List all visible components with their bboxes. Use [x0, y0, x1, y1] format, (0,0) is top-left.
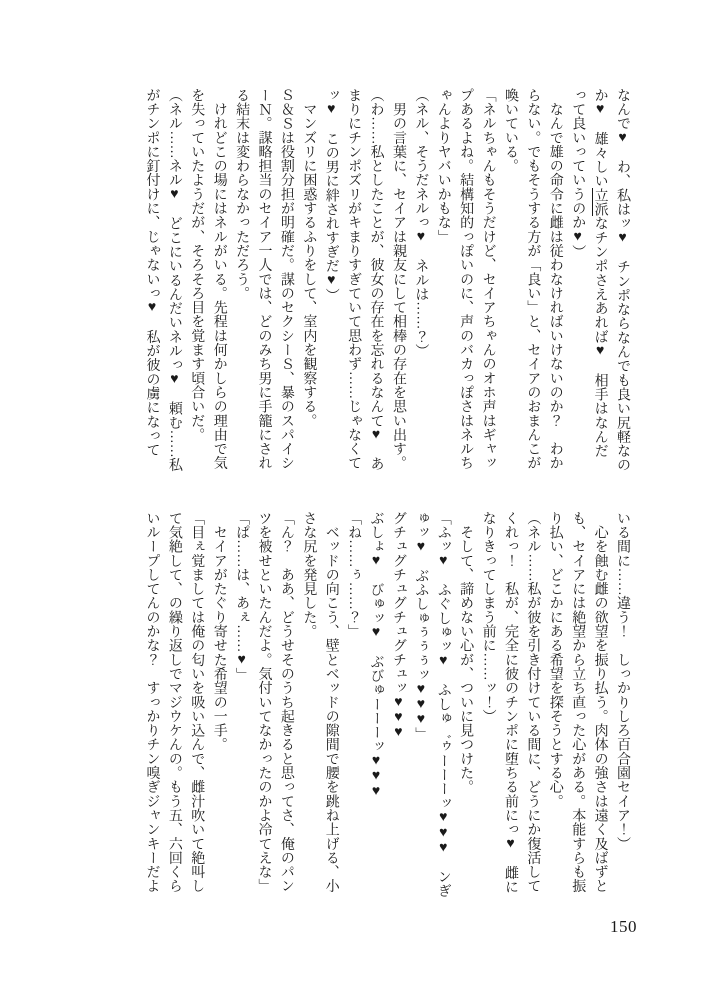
- text-column: Ｓ＆Ｓは役割分担が明確だ。謀のセクシーＳ、暴のスパイシ: [278, 88, 294, 471]
- text-column: いループしてんのかな？ すっかりチン嗅ぎジャンキーだよ: [144, 511, 160, 894]
- text-column: けれどこの場にはネルがいる。先程は何かしらの理由で気: [211, 88, 227, 471]
- text-column: を失っていたようだが、そろそろ目を覚ます頃合いだ。: [189, 88, 205, 442]
- text-column: なんで雄の命令に雌は従わなければいけないのか？ わか: [547, 88, 563, 471]
- text-column: 「目ぇ覚ましては俺の匂いを吸い込んで、雌汁吹いて絶叫し: [189, 511, 205, 894]
- text-block-top: [140, 88, 633, 488]
- text-column: る結末は変わらなかっただろう。: [234, 88, 250, 301]
- text-column: て気絶して、の繰り返しでマジウケんの。もう五、六回くら: [166, 511, 182, 894]
- text-column: ゃんよりヤバいかもな」: [435, 88, 451, 244]
- text-column: ッ♥ この男に絆されすぎだ♥）: [323, 88, 339, 303]
- text-column: グチュグチュグチュグチュッ♥♥♥: [390, 511, 406, 741]
- text-column: なりきってしまう前に……ッ！）: [480, 511, 496, 724]
- text-column: か♥ 雄々しい立派なチンポさえあれば♥ 相手はなんだ: [592, 88, 608, 458]
- text-column: （わ……私としたことが、彼女の存在を忘れるなんて♥ あ: [368, 88, 384, 472]
- text-column: いる間に……違う！ しっかりしろ百合園セイア！）: [615, 511, 630, 851]
- text-column: 「ん？ ああ、どうせそのうち起きると思ってさ、俺のパン: [278, 511, 294, 894]
- page-number: 150: [610, 917, 637, 936]
- text-column: なんで♥ わ、私はッ♥ チンポならなんでも良い尻軽なの: [615, 88, 630, 473]
- text-column: 男の言葉に、セイアは親友にして相棒の存在を思い出す。: [390, 88, 406, 471]
- text-column: マンズリに困惑するふりをして、室内を観察する。: [301, 88, 317, 428]
- text-column: 「ね……ぅ……？」: [346, 511, 362, 639]
- text-column: （ネル、そうだネルっ♥ ネルは……？）: [413, 88, 429, 358]
- text-column: がチンポに釘付けに、じゃないっ♥ 私が彼の虜になって: [144, 88, 160, 457]
- text-column: ベッドの向こう、壁とベッドの隙間で腰を跳ね上げる、小: [323, 511, 339, 894]
- text-column: 「ふッ♥ ふぐしゅッ♥ ふしゅ゛ゥーーーッ♥♥♥ ンぎ: [435, 511, 451, 899]
- text-column: ツを被せといたんだよ。気付いてなかったのかよ冷てえな」: [256, 511, 272, 894]
- text-column: くれっ！ 私が、完全に彼のチンポに堕ちる前にっ♥ 雌に: [502, 511, 518, 895]
- text-column: そして、諦めない心が、ついに見つけた。: [458, 511, 474, 794]
- text-column: プあるよね。結構知的っぽいのに、声のバカっぽさはネルち: [458, 88, 474, 471]
- text-column: ゅッ♥ ぶふしゅぅぅぅッ♥♥♥」: [413, 511, 429, 742]
- text-column: （ネル……私が彼を引き付けている間に、どうにか復活して: [525, 511, 541, 894]
- emphasized-text: 立派: [592, 188, 608, 217]
- text-column: 喚いている。: [502, 88, 518, 173]
- text-column: ーＮ。謀略担当のセイア一人では、どのみち男に手籠にされ: [256, 88, 272, 471]
- text-column: って良いっていうのか♥）: [570, 88, 586, 259]
- text-column: 「ネルちゃんもそうだけど、セイアちゃんのオホ声はギャッ: [480, 88, 496, 471]
- text-column: （ネル……ネル♥ どこにいるんだいネルっ♥ 頼む……私: [166, 88, 182, 473]
- text-column: 「ぱ……は、あぇ……♥」: [234, 511, 250, 682]
- text-column: ぶしょ♥ びゅッ♥ ぶびゅーーーッ♥♥♥: [368, 511, 384, 799]
- text-column: らない。でもそうする方が「良い」と、セイアのおまんこが: [525, 88, 541, 471]
- text-column: も、セイアには絶望から立ち直った心がある。本能すらも振: [570, 511, 586, 894]
- text-column: さな尻を発見した。: [301, 511, 317, 639]
- text-block-bottom: [140, 511, 633, 911]
- text-column: り払い、どこかにある希望を探そうとする心。: [547, 511, 563, 809]
- text-column: セイアがたぐり寄せた希望の一手。: [211, 511, 227, 752]
- text-column: 心を蝕む雌の欲望を振り払う。肉体の強さは遠く及ばずと: [592, 511, 608, 894]
- text-column: まりにチンポズリがキまりすぎていて思わず……じゃなくて: [346, 88, 362, 471]
